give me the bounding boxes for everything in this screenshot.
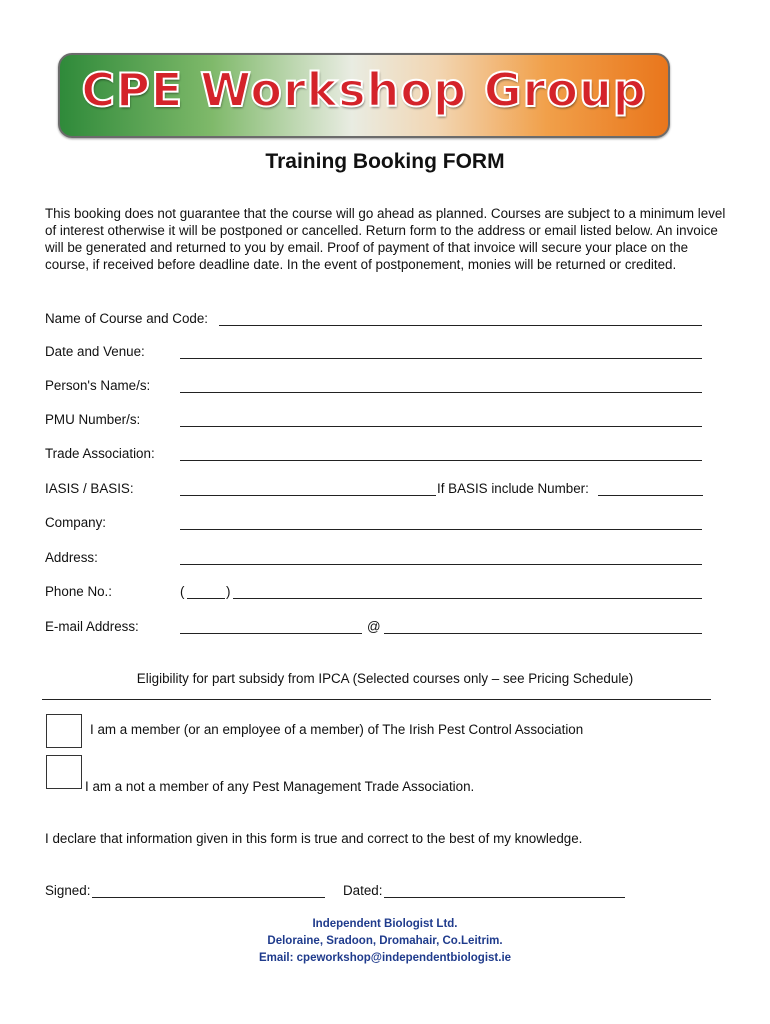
eligibility-heading: Eligibility for part subsidy from IPCA (Selected courses only – see Pricing Schedule)	[136, 671, 634, 686]
email-at-sign: @	[367, 619, 381, 634]
logo-banner	[58, 53, 670, 138]
pmu-input-line[interactable]	[180, 426, 702, 427]
iasis-input-line[interactable]	[180, 495, 436, 496]
signature-line[interactable]	[92, 897, 325, 898]
non-member-option-label: I am a not a member of any Pest Management Trade Association.	[85, 779, 475, 794]
logo-title: CPE Workshop Group	[81, 63, 647, 117]
date-venue-label: Date and Venue:	[45, 344, 145, 359]
date-line[interactable]	[384, 897, 625, 898]
intro-paragraph: This booking does not guarantee that the course will go ahead as planned. Courses are subject to a minimum level of interest otherwise it will be postponed or cancelled. Return form to the address or email listed below. An invoice will be generated and returned to you by email. Proof of payment of that invoice will secure your place on the course, if received before deadline date. In the event of postponement, monies will be returned or credited.	[45, 206, 726, 272]
company-label: Company:	[45, 515, 107, 530]
member-option-label: I am a member (or an employee of a member) of The Irish Pest Control Association	[90, 722, 584, 737]
date-venue-input-line[interactable]	[180, 358, 702, 359]
email-user-line[interactable]	[180, 633, 362, 634]
phone-close-paren: )	[226, 584, 231, 599]
declaration-text: I declare that information given in this form is true and correct to the best of my knowledge.	[45, 831, 583, 846]
course-input-line[interactable]	[219, 325, 702, 326]
member-checkbox[interactable]	[46, 714, 82, 748]
phone-area-code-line[interactable]	[187, 598, 225, 599]
footer-company: Independent Biologist Ltd.	[312, 918, 458, 930]
company-input-line[interactable]	[180, 529, 702, 530]
basis-number-input-line[interactable]	[598, 495, 703, 496]
signed-label: Signed:	[45, 883, 91, 898]
names-input-line[interactable]	[180, 392, 702, 393]
non-member-checkbox[interactable]	[46, 755, 82, 789]
phone-label: Phone No.:	[45, 584, 112, 599]
dated-label: Dated:	[343, 883, 383, 898]
phone-open-paren: (	[180, 584, 185, 599]
trade-input-line[interactable]	[180, 460, 702, 461]
trade-label: Trade Association:	[45, 446, 155, 461]
footer-address: Deloraine, Sradoon, Dromahair, Co.Leitrim.	[267, 935, 503, 947]
eligibility-divider	[42, 699, 711, 700]
pmu-label: PMU Number/s:	[45, 412, 141, 427]
names-label: Person's Name/s:	[45, 378, 151, 393]
address-input-line[interactable]	[180, 564, 702, 565]
phone-number-line[interactable]	[233, 598, 702, 599]
form-title: Training Booking FORM	[265, 150, 505, 173]
course-label: Name of Course and Code:	[45, 311, 209, 326]
basis-number-label: If BASIS include Number:	[437, 481, 589, 496]
iasis-label: IASIS / BASIS:	[45, 481, 134, 496]
email-label: E-mail Address:	[45, 619, 139, 634]
footer-email: Email: cpeworkshop@independentbiologist.ie	[258, 952, 512, 964]
email-domain-line[interactable]	[384, 633, 702, 634]
address-label: Address:	[45, 550, 98, 565]
